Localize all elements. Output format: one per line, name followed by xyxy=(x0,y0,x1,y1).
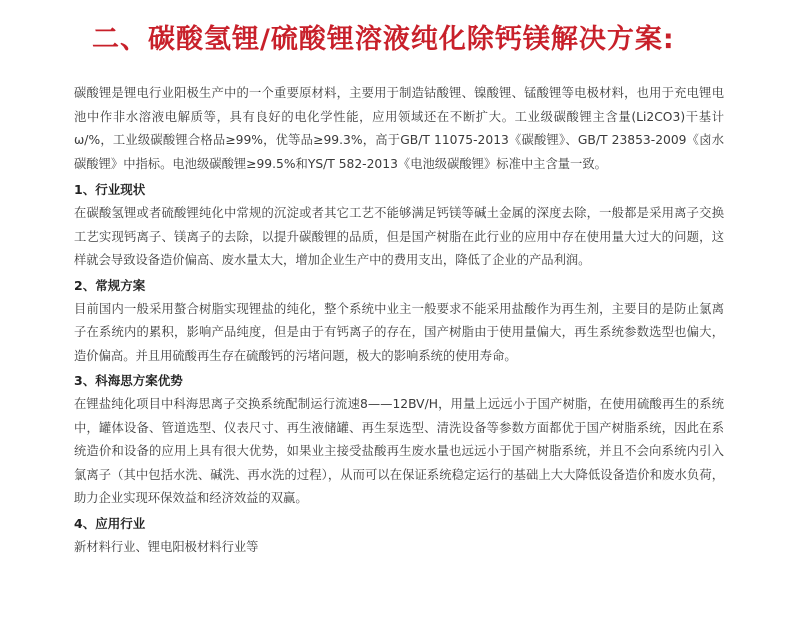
page-title: 二、碳酸氢锂/硫酸锂溶液纯化除钙镁解决方案: xyxy=(92,24,675,55)
section-conventional-solution xyxy=(74,273,724,369)
section-heading: 4、应用行业 xyxy=(74,515,146,531)
section-advantages xyxy=(74,368,724,511)
section-heading: 3、科海思方案优势 xyxy=(74,373,183,388)
section-paragraph: 新材料行业、锂电阳极材料行业等 xyxy=(74,539,259,554)
section-application-industries xyxy=(74,511,724,560)
section-paragraph: 在碳酸氢锂或者硫酸锂纯化中常规的沉淀或者其它工艺不能够满足钙镁等碱土金属的深度去除，一般都是采用离子交换工艺实现钙离子、镁离子的去除，以提升碳酸锂的品质，但是国产树脂在此行业的应用中存在使用量大过大的问题，这样就会导致设备造价偏高、废水量太大，增加企业生产中的费用支出，降低了企业的产品利润。 xyxy=(74,206,724,267)
section-heading: 1、行业现状 xyxy=(74,182,146,197)
document-body xyxy=(74,82,724,559)
section-industry-status xyxy=(74,177,724,273)
section-paragraph: 目前国内一般采用螯合树脂实现锂盐的纯化，整个系统中业主一般要求不能采用盐酸作为再生剂，主要目的是防止氯离子在系统内的累积，影响产品纯度，但是由于有钙离子的存在，国产树脂由于使用量偏大，再生系统参数选型也偏大，造价偏高。并且用硫酸再生存在硫酸钙的污堵问题，极大的影响系统的使用寿命。 xyxy=(74,301,724,363)
section-paragraph: 在锂盐纯化项目中科海思离子交换系统配制运行流速8——12BV/H，用量上远远小于国产树脂，在使用硫酸再生的系统中，罐体设备、管道选型、仪表尺寸、再生液储罐、再生泵选型、清洗设备等参数方面都优于国产树脂系统，因此在系统造价和设备的应用上具有很大优势，如果业主接受盐酸再生废水量也远远小于国产树脂系统，并且不会向系统内引入氯离子（其中包括水洗、碱洗、再水洗的过程），从而可以在保证系统稳定运行的基础上大大降低设备造价和废水负荷，助力企业实现环保效益和经济效益的双赢。 xyxy=(74,397,724,505)
intro-paragraph: 碳酸锂是锂电行业阳极生产中的一个重要原材料，主要用于制造钴酸锂、镍酸锂、锰酸锂等电极材料，也用于充电锂电池中作非水溶液电解质等，具有良好的电化学性能，应用领域还在不断扩大。工业级碳酸锂主含量(Li2CO3)干基计ω/%，工业级碳酸锂合格品≥99%，优等品≥99.3%，高于GB/T 11075-2013《碳酸锂》、GB/T 23853-2009《卤水碳酸锂》中指标。电池级碳酸锂≥99.5%和YS/T 582-2013《电池级碳酸锂》标准中主含量一致。 xyxy=(74,86,724,171)
section-heading: 2、常规方案 xyxy=(74,277,146,293)
